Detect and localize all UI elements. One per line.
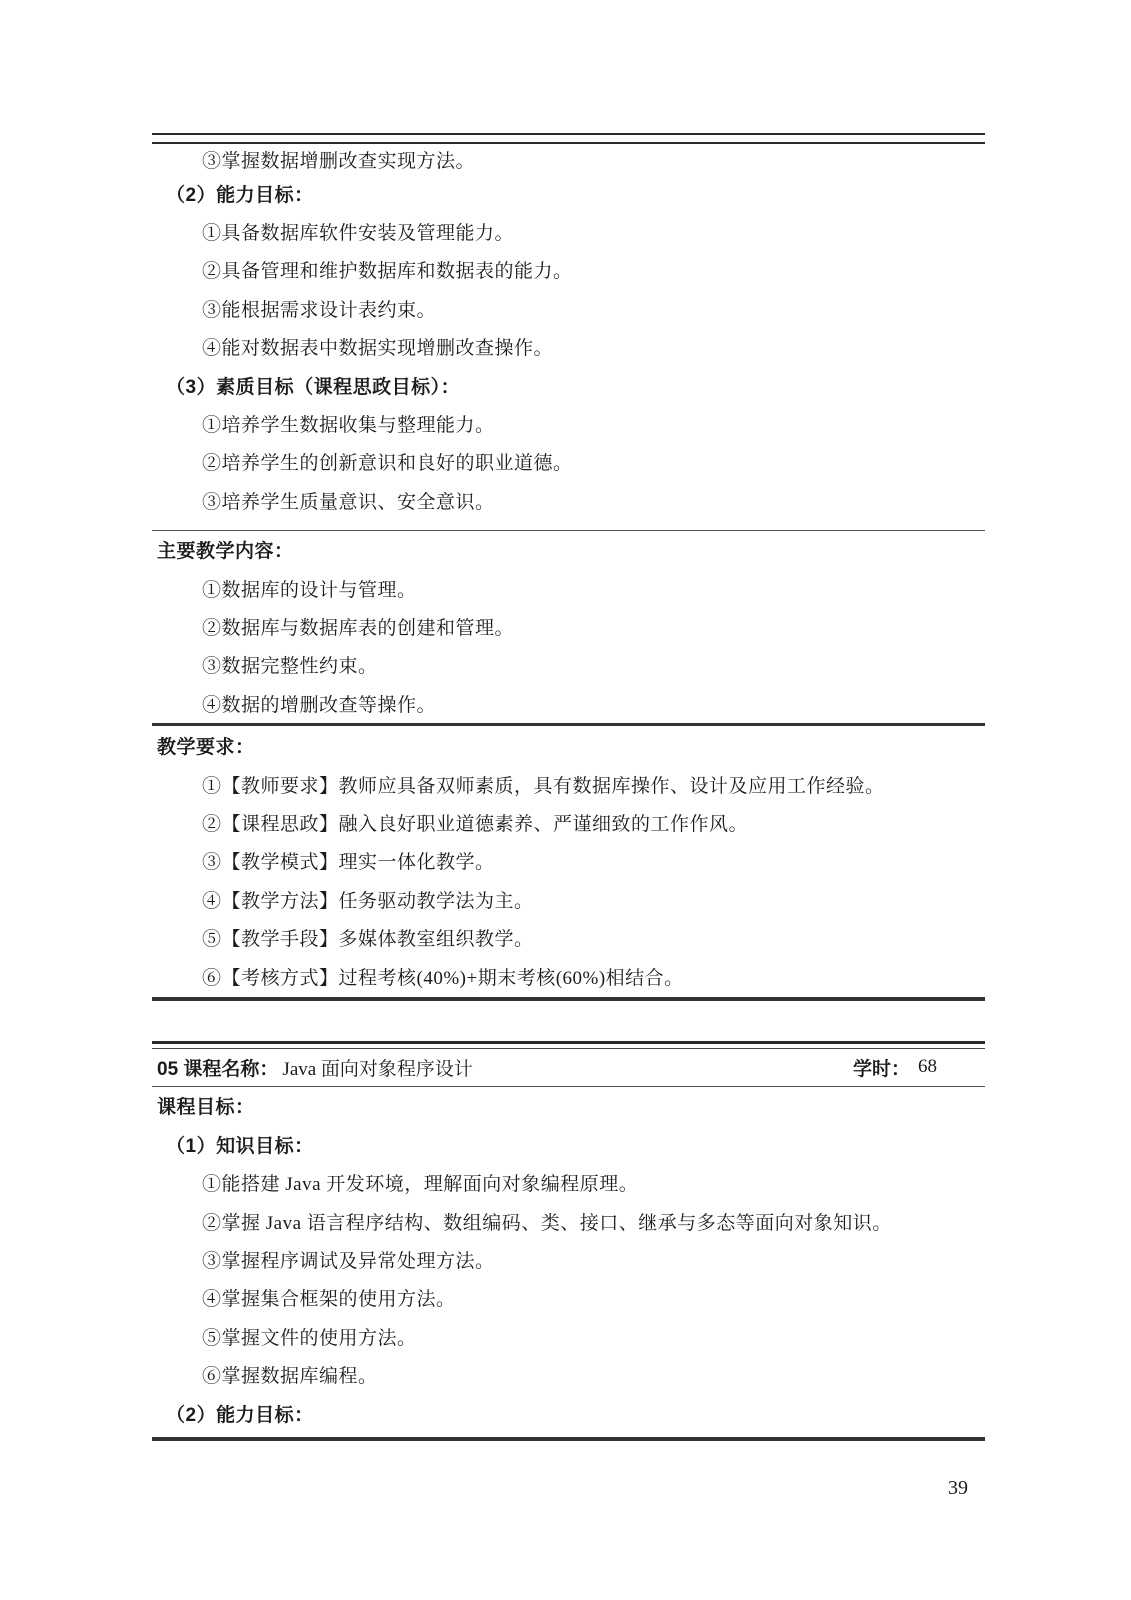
list-item: ⑥掌握数据库编程。 bbox=[202, 1366, 378, 1388]
course-number-label: 05 课程名称： bbox=[157, 1058, 279, 1080]
list-item: ④掌握集合框架的使用方法。 bbox=[202, 1289, 456, 1311]
list-item: ③掌握数据增删改查实现方法。 bbox=[202, 150, 476, 172]
list-item: ①培养学生数据收集与整理能力。 bbox=[202, 415, 495, 437]
ability-goal-heading: （2）能力目标： bbox=[166, 1404, 314, 1426]
list-item: ①具备数据库软件安装及管理能力。 bbox=[202, 223, 515, 245]
list-item: ④能对数据表中数据实现增删改查操作。 bbox=[202, 338, 554, 360]
list-item: ③培养学生质量意识、安全意识。 bbox=[202, 491, 495, 513]
course-name-value: Java 面向对象程序设计 bbox=[282, 1058, 473, 1080]
hours-value: 68 bbox=[918, 1056, 937, 1078]
knowledge-goal-heading: （1）知识目标： bbox=[166, 1135, 314, 1157]
list-item: ②具备管理和维护数据库和数据表的能力。 bbox=[202, 261, 573, 283]
teaching-requirements-heading: 教学要求： bbox=[157, 737, 255, 759]
list-item: ③数据完整性约束。 bbox=[202, 656, 378, 678]
list-item: ③能根据需求设计表约束。 bbox=[202, 299, 437, 321]
list-item: ②数据库与数据库表的创建和管理。 bbox=[202, 617, 515, 639]
list-item: ⑥【考核方式】过程考核(40%)+期末考核(60%)相结合。 bbox=[202, 967, 684, 989]
course-header-row bbox=[152, 1049, 985, 1086]
list-item: ④数据的增删改查等操作。 bbox=[202, 694, 437, 716]
list-item: ②掌握 Java 语言程序结构、数组编码、类、接口、继承与多态等面向对象知识。 bbox=[202, 1212, 892, 1234]
page-bottom-rule bbox=[152, 1437, 985, 1441]
table-top-double-rule bbox=[152, 133, 985, 144]
quality-goal-heading: （3）素质目标（课程思政目标）： bbox=[166, 376, 461, 398]
course-name-cell bbox=[157, 1054, 473, 1081]
hours-label: 学时： bbox=[852, 1058, 910, 1080]
list-item: ①数据库的设计与管理。 bbox=[202, 579, 417, 601]
table-end-rule bbox=[152, 997, 985, 1001]
list-item: ①【教师要求】教师应具备双师素质，具有数据库操作、设计及应用工作经验。 bbox=[202, 775, 885, 797]
ability-goal-heading: （2）能力目标： bbox=[166, 184, 314, 206]
list-item: ①能搭建 Java 开发环境，理解面向对象编程原理。 bbox=[202, 1174, 639, 1196]
list-item: ④【教学方法】任务驱动教学法为主。 bbox=[202, 890, 534, 912]
teaching-content-heading: 主要教学内容： bbox=[157, 541, 294, 563]
page-number: 39 bbox=[948, 1477, 968, 1499]
table-start-double-rule bbox=[152, 1041, 985, 1049]
list-item: ③掌握程序调试及异常处理方法。 bbox=[202, 1250, 495, 1272]
course-hours-cell bbox=[853, 1054, 937, 1081]
course-objectives-heading: 课程目标： bbox=[157, 1097, 255, 1119]
list-item: ②【课程思政】融入良好职业道德素养、严谨细致的工作作风。 bbox=[202, 813, 749, 835]
list-item: ⑤【教学手段】多媒体教室组织教学。 bbox=[202, 929, 534, 951]
syllabus-table-area bbox=[152, 133, 985, 1441]
list-item: ③【教学模式】理实一体化教学。 bbox=[202, 852, 495, 874]
list-item: ②培养学生的创新意识和良好的职业道德。 bbox=[202, 453, 573, 475]
list-item: ⑤掌握文件的使用方法。 bbox=[202, 1327, 417, 1349]
